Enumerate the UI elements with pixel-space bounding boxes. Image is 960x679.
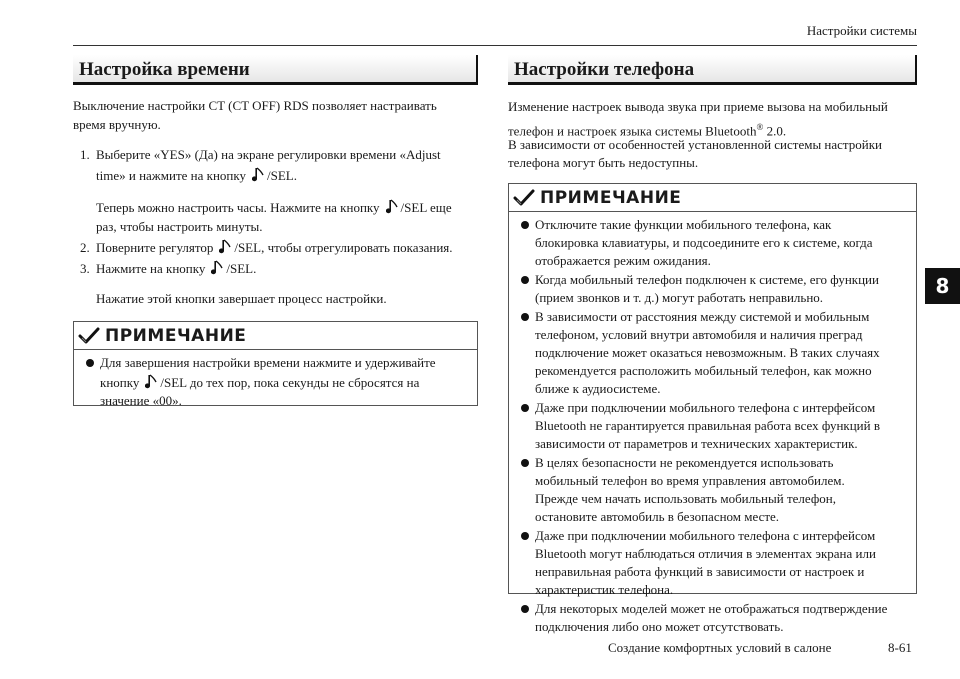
phone-note-line: В зависимости от расстояния между системой и мобильным [535,309,870,324]
phone-intro-line3: В зависимости от особенностей установленной системы настройки [508,137,882,152]
time-note-sel-label: /SEL до тех пор, пока секунды не сбросятся на [160,375,420,390]
phone-note-item [513,600,910,636]
phone-note-line: отображается режим ожидания. [535,253,711,268]
phone-note-line: мобильный телефон во время управления автомобилем. [535,473,845,488]
phone-note-line: Для некоторых моделей может не отображаться подтверждение [535,601,888,616]
phone-note-line: В целях безопасности не рекомендуется использовать [535,455,834,470]
step-2-number: 2. [80,240,90,255]
phone-intro-version: 2.0. [763,123,787,139]
phone-note-header [509,184,916,212]
step-3-sub: Нажатие этой кнопки завершает процесс настройки. [96,291,387,306]
phone-note-line: рекомендуется расположить мобильный телефон, как можно [535,363,872,378]
music-note-icon [211,260,225,276]
step-1-sub-line1 [96,198,452,217]
phone-note-item [513,216,910,270]
step-1-sub-line2: раз, чтобы настроить минуты. [96,219,263,234]
phone-note-line: Отключите такие функции мобильного телефона, как [535,217,832,232]
music-note-icon [219,239,233,255]
time-note-line1: Для завершения настройки времени нажмите и удерживайте [100,355,436,370]
music-note-icon [252,167,266,183]
phone-intro-line2-text: телефон и настроек языка системы Bluetooth [508,123,757,139]
step-1-sel-label: /SEL. [267,168,297,183]
page-number: 8-61 [888,640,912,655]
music-note-icon [145,374,159,390]
footer-section-title: Создание комфортных условий в салоне [608,640,832,655]
step-3 [80,259,256,278]
time-note-line3: значение «00». [100,393,182,408]
phone-note-line: Когда мобильный телефон подключен к системе, его функции [535,272,879,287]
phone-note-line: Bluetooth могут наблюдаться отличия в элементах экрана или [535,546,876,561]
time-intro-line2: время вручную. [73,117,161,132]
time-note-header [74,322,477,350]
phone-note-line: (прием звонков и т. д.) могут работать неправильно. [535,290,824,305]
checkmark-icon [78,326,100,346]
phone-note-line: Даже при подключении мобильного телефона с интерфейсом [535,400,876,415]
time-note-item [78,354,471,410]
phone-note-line: Даже при подключении мобильного телефона с интерфейсом [535,528,876,543]
phone-intro-line1: Изменение настроек вывода звука при приеме вызова на мобильный [508,99,888,114]
phone-note-item [513,454,910,526]
time-note-box [73,321,478,406]
checkmark-icon [513,188,535,208]
header-rule [73,45,917,46]
phone-note-item [513,399,910,453]
phone-note-item [513,527,910,599]
step-2 [80,238,453,257]
step-1-number: 1. [80,147,90,162]
phone-note-line: неправильная работа функций в зависимости от настроек и [535,564,865,579]
phone-note-line: зависимости от параметров и технических характеристик. [535,436,858,451]
phone-note-line: Прежде чем начать использовать мобильный телефон, [535,491,836,506]
phone-note-line: телефоном, условий внутри автомобиля и наличия преград [535,327,863,342]
phone-note-item [513,308,910,398]
phone-note-line: характеристик телефона. [535,582,674,597]
time-note-label: ПРИМЕЧАНИЕ [105,325,247,346]
phone-note-line: блокировка клавиатуры, и подсоедините его к системе, когда [535,235,873,250]
registered-mark: ® [756,122,764,132]
phone-note-line: остановите автомобиль в безопасном месте. [535,509,780,524]
phone-intro-line4: телефона могут быть недоступны. [508,155,699,170]
chapter-tab: 8 [925,268,960,304]
step-1-sub-text: Теперь можно настроить часы. Нажмите на кнопку [96,200,380,215]
phone-note-line: ближе к аудиосистеме. [535,381,661,396]
phone-note-box [508,183,917,634]
step-1-line2 [96,166,297,185]
phone-note-line: подключение может оказаться невозможным. В таких случаях [535,345,880,360]
time-note-line2-text: кнопку [100,375,140,390]
step-1-line2-text: time» и нажмите на кнопку [96,168,246,183]
phone-note-label: ПРИМЕЧАНИЕ [540,187,682,208]
time-intro-line1: Выключение настройки CT (CT OFF) RDS позволяет настраивать [73,98,437,113]
step-3-number: 3. [80,261,90,276]
step-2-text: Поверните регулятор [96,240,214,255]
step-1-sub-sel-label: /SEL еще [400,200,452,215]
phone-note-line: подключения либо оно может отсутствовать. [535,619,784,634]
phone-note-body [509,212,916,641]
step-3-sel-label: /SEL. [226,261,257,276]
step-2-sel-label: /SEL, чтобы отрегулировать показания. [234,240,453,255]
running-header: Настройки системы [806,23,917,38]
step-1 [80,145,441,164]
time-note-body [74,350,477,415]
phone-section-title: Настройки телефона [508,55,917,85]
phone-note-item [513,271,910,307]
time-note-line2 [100,374,471,392]
phone-note-line: Bluetooth не гарантируется правильная работа всех функций в [535,418,880,433]
step-1-line1: Выберите «YES» (Да) на экране регулировки времени «Adjust [96,147,441,162]
time-section-title: Настройка времени [73,55,478,85]
step-3-text: Нажмите на кнопку [96,261,206,276]
music-note-icon [386,199,400,215]
